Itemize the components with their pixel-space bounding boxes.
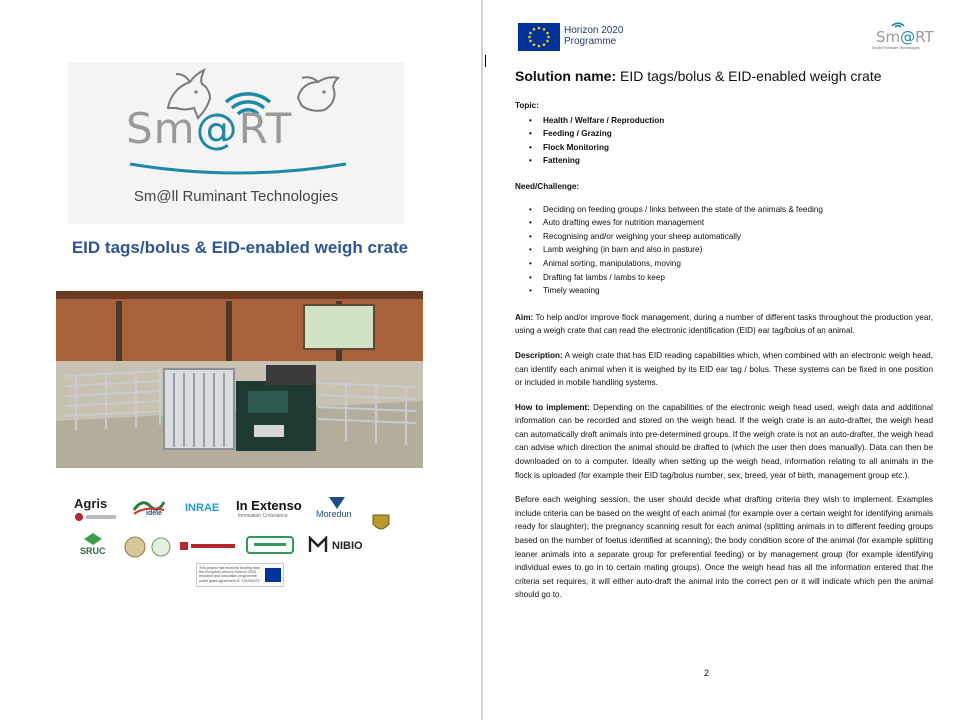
topic-item: • Feeding / Grazing [529,127,933,141]
topic-item: • Fattening [529,154,933,168]
green-partner-logo-icon [246,536,294,554]
nibio-emblem-icon [308,536,328,554]
description-paragraph [515,349,933,390]
small-logo-tagline: Sm@ll Ruminant Technologies [872,46,920,50]
university-crest-icon [370,512,392,534]
eu-funding-note-text: This project has received funding from the European Union's Horizon 2020 research and innovation programme under grant agreement N° 101000471 [199,566,260,583]
document-body [515,99,933,613]
solution-title [515,68,882,84]
eu-flag-icon [518,23,560,51]
smart-small-logo [868,16,934,52]
sruc-emblem-icon [82,532,104,546]
logo-swoosh-icon [128,160,348,176]
small-logo-pre: Sm [876,28,901,46]
agris-logo: Agris [74,496,108,511]
red-partner-logo-icon [180,540,236,552]
topic-item: • Flock Monitoring [529,141,933,155]
how-to-implement-text: Depending on the capabilities of the electronic weigh head used, weigh data and additional information can be recorded and stored on the weigh head. If the weigh crate is an auto-drafter, the weigh head can automatically draft animals into pre-determined groups. If the weigh crate is not an auto-drafter, the weigh head can advise which direction the animal should be drafted to (which the user then does manually). Data can then be downloaded on to a computer. Ideally when setting up the weigh head, information relating to all animals in the flock is uploaded (for example their EID tag/bolus number, sex, breed, year of birth, management group etc.). [515,402,933,480]
need-item: • Auto drafting ewes for nutrition management [529,216,933,230]
horizon-2020-label [564,25,623,47]
solution-label: Solution name: [515,68,617,84]
aim-text: To help and/or improve flock management, during a number of different tasks throughout the production year, using a weigh crate that can read the electronic identification (EID) ear tag/bolus of an animal. [515,312,933,336]
need-item: • Lamb weighing (in barn and also in pasture) [529,243,933,257]
inrae-logo: INRAE [185,502,220,514]
small-logo-wifi-icon [890,16,906,28]
inextenso-subtitle: Innovation Croissance [238,513,288,519]
topic-item: • Health / Welfare / Reproduction [529,114,933,128]
before-weighing-paragraph: Before each weighing session, the user should decide what drafting criteria they wish to implement. Examples include criteria can be based on the weight of each animal (for example over a certain weight for identifying animals ready for slaughter); the pregnancy scanning result for each animal (splitting animals in to different feeding groups based on the number of foetus identified at scanning); the body condition score of the animal (for example splitting leaner animals into a separate group for preferential feeding) or by management group (for example identifying individual ewes to go in to certain mating groups). Once the weigh head has all the information entered that the criteria set requires, it will either auto-draft the animal into the correct pen or it will indicate which pen the animal should go to. [515,495,933,600]
small-logo-at: @ [900,28,916,46]
horizon-2020-line2: Programme [564,36,617,47]
description-heading: Description: [515,350,563,360]
logo-wordmark [126,104,356,153]
logo-wordmark-at: @ [195,104,239,153]
horizon-2020-line1: Horizon 2020 [564,25,624,36]
content-page [483,0,960,720]
cover-title: EID tags/bolus & EID-enabled weigh crate [71,238,409,257]
need-item: • Recognising and/or weighing your sheep automatically [529,230,933,244]
text-cursor [485,55,486,67]
description-text: A weigh crate that has EID reading capabilities which, when combined with an electronic weigh head, can identify each animal when it is weighed by its EID ear tag / bolus. These systems can be fixed in one position or included in mobile handling systems. [515,350,933,388]
topic-list [529,114,933,168]
weigh-crate-photo [56,291,423,468]
how-to-implement-paragraph [515,401,933,483]
sruc-logo: SRUC [80,546,106,556]
nibio-logo: NIBIO [332,540,363,552]
need-item: • Animal sorting, manipulations, moving [529,257,933,271]
solution-name: EID tags/bolus & EID-enabled weigh crate [620,68,882,84]
aim-paragraph [515,311,933,338]
moredun-logo: Moredun [316,509,352,519]
logo-wordmark-post: RT [238,104,293,153]
need-list [529,203,933,298]
eu-funding-note [196,563,284,587]
logo-wordmark-pre: Sm [126,104,196,153]
page-number: 2 [704,668,710,678]
how-to-implement-heading: How to implement: [515,402,590,412]
logo-tagline: Sm@ll Ruminant Technologies [133,188,339,205]
agris-emblems-icon [74,512,118,522]
need-item: • Deciding on feeding groups / links between the state of the animals & feeding [529,203,933,217]
eu-flag-mini-icon [265,568,281,582]
aim-heading: Aim: [515,312,534,322]
seal-logos-icon [124,536,174,558]
need-heading: Need/Challenge: [515,181,580,191]
smart-logo [68,62,404,224]
idele-logo: idele [146,510,162,517]
topic-heading: Topic: [515,101,539,110]
need-item: • Timely weaning [529,284,933,298]
inextenso-logo: In Extenso [236,498,302,513]
need-item: • Drafting fat lambs / lambs to keep [529,271,933,285]
moredun-emblem-icon [328,496,346,510]
small-logo-wordmark [876,28,934,46]
small-logo-post: RT [915,28,934,46]
